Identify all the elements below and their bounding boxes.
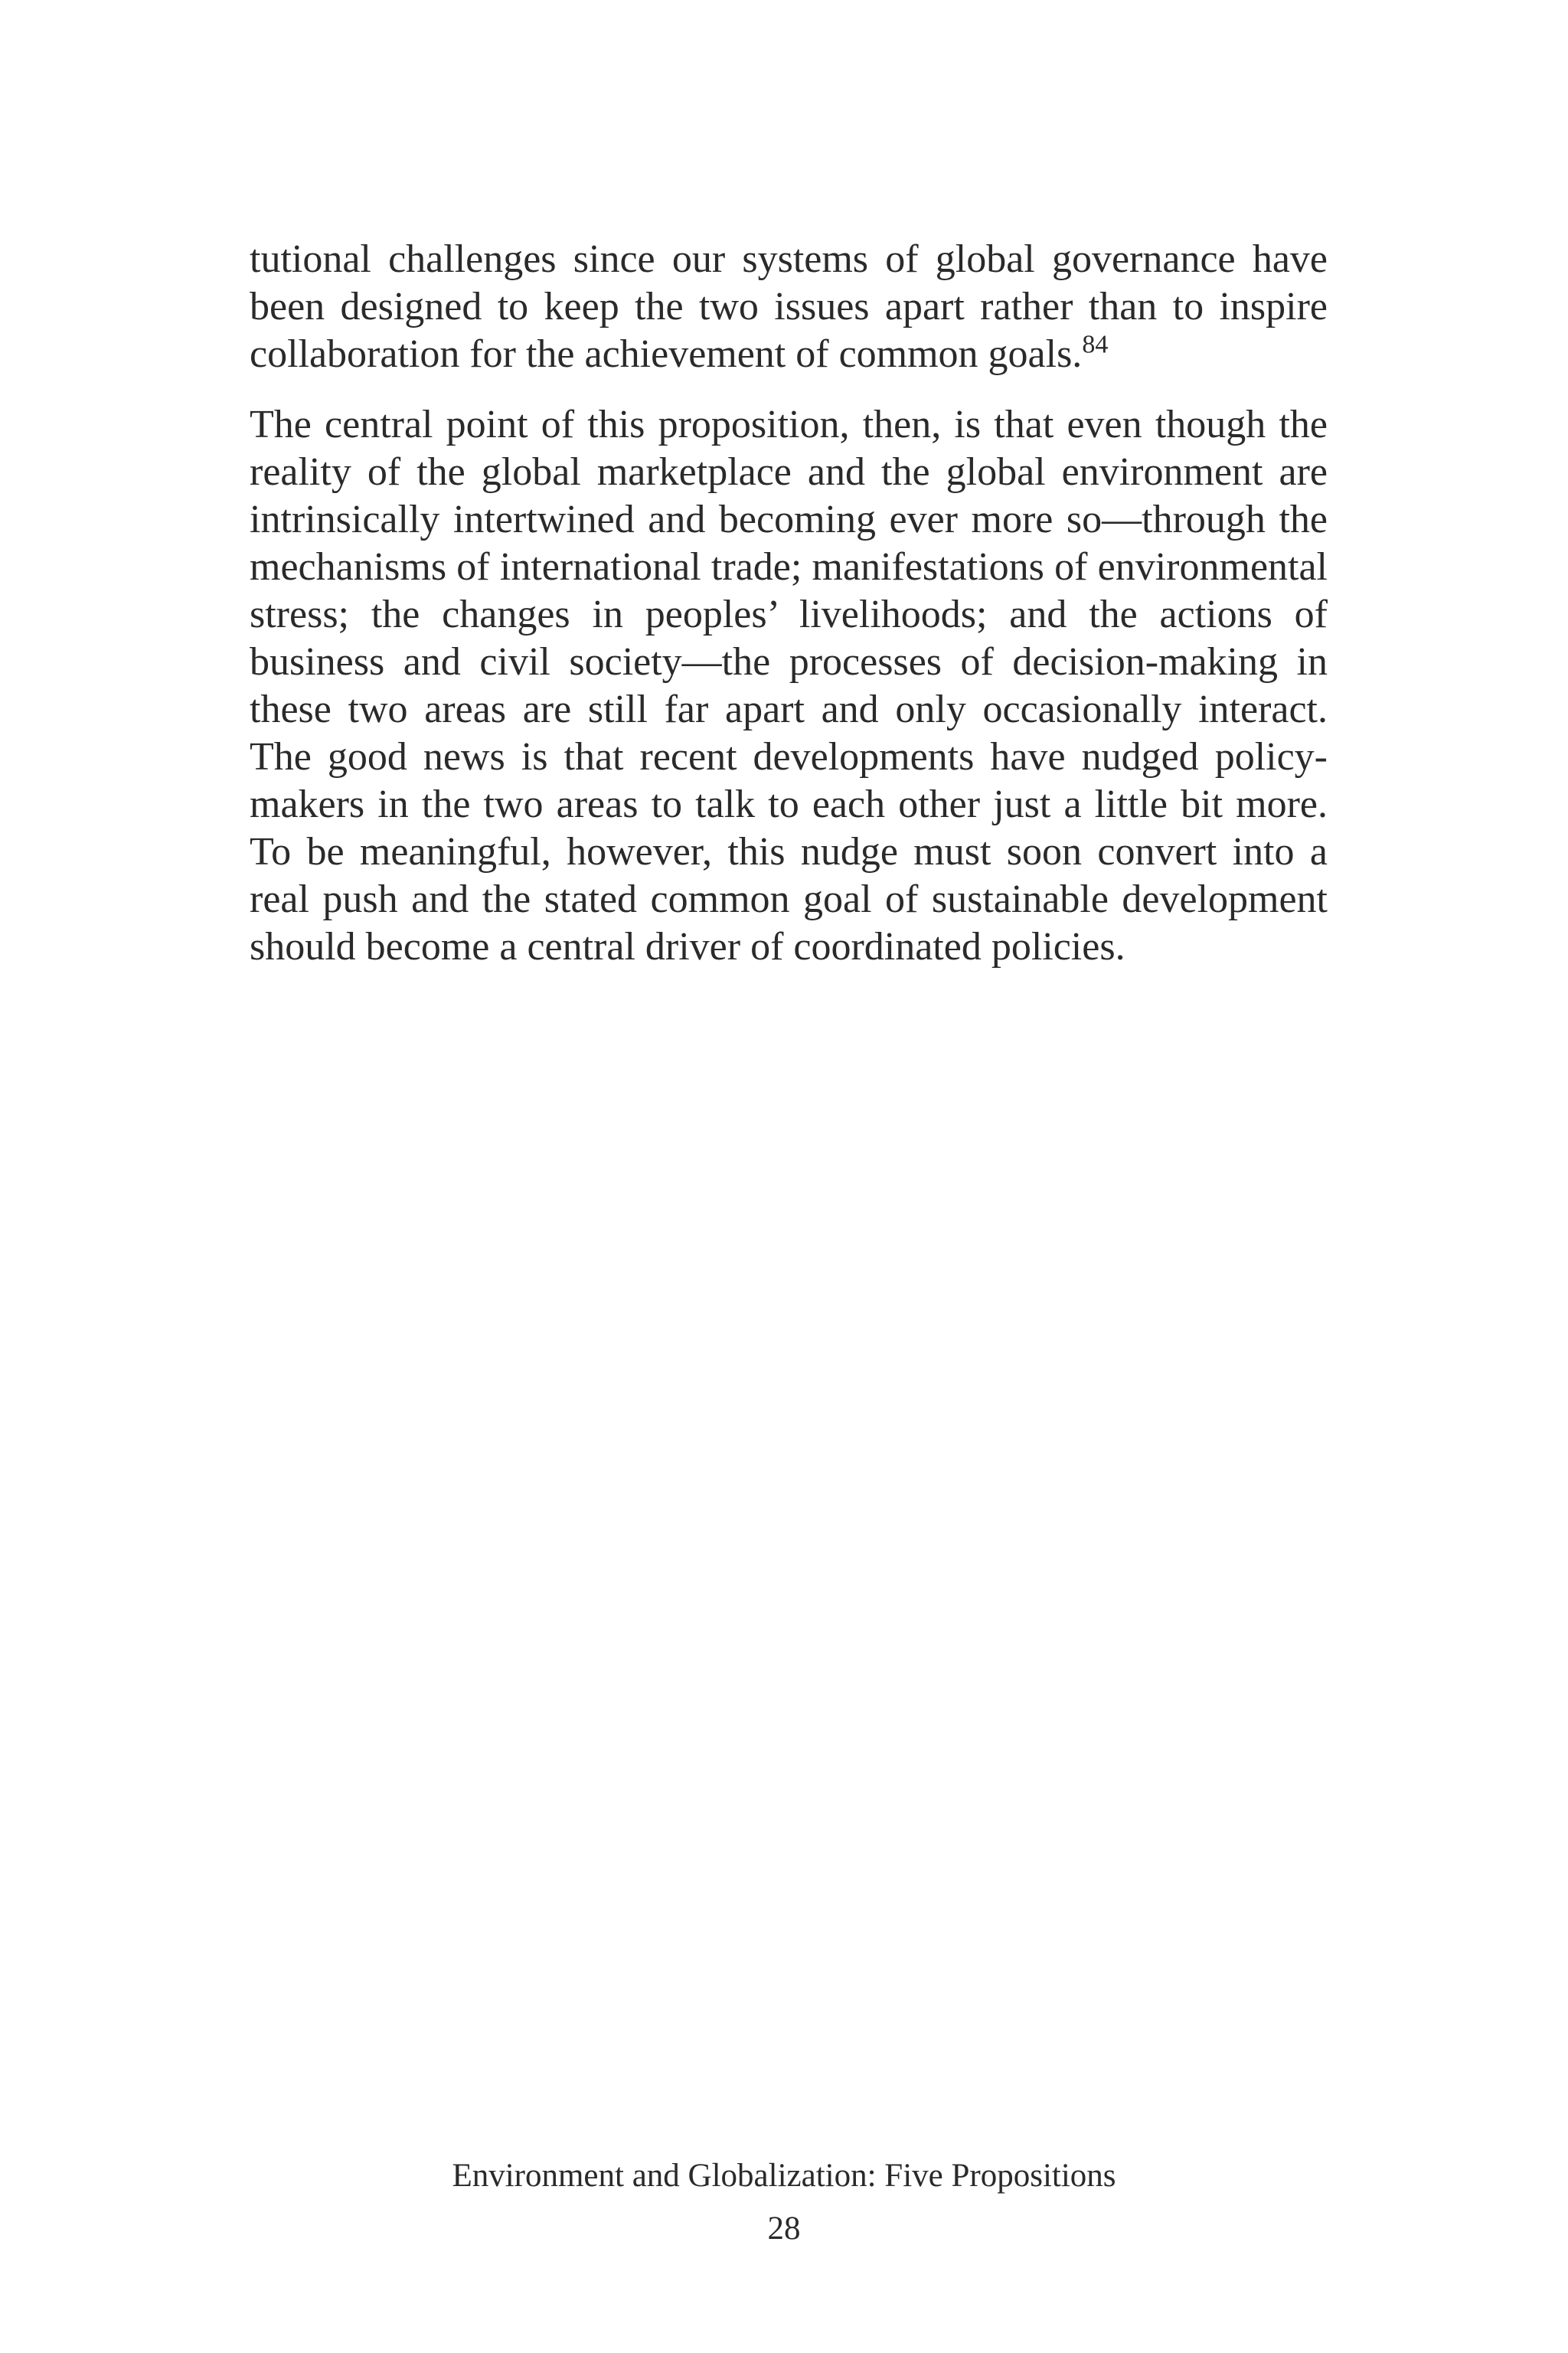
footnote-reference: 84 (1082, 330, 1109, 359)
page-number: 28 (767, 2211, 801, 2247)
paragraph-2 (250, 401, 1328, 971)
paragraph-2-text: The central point of this proposition, then, is that even though the reality of the global marketplace and the global environment are intrinsically intertwined and becoming ever more so—through the mechanisms of international trade; manifestations of environmental stress; the changes in peoples’ livelihoods; and the actions of business and civil society—the processes of decision-making in these two areas are still far apart and only occasionally interact. The good news is that recent developments have nudged policy-makers in the two areas to talk to each other just a little bit more. To be meaningful, however, this nudge must soon convert into a real push and the stated common goal of sustainable development should become a central driver of coordinated policies. (250, 403, 1328, 969)
body-text (250, 236, 1328, 971)
paragraph-1 (250, 236, 1328, 378)
paragraph-1-text: tutional challenges since our systems of global governance have been designed to keep the two issues apart rather than to inspire collaboration for the achievement of common goals. (250, 237, 1328, 376)
running-title: Environment and Globalization: Five Propositions (452, 2158, 1116, 2194)
